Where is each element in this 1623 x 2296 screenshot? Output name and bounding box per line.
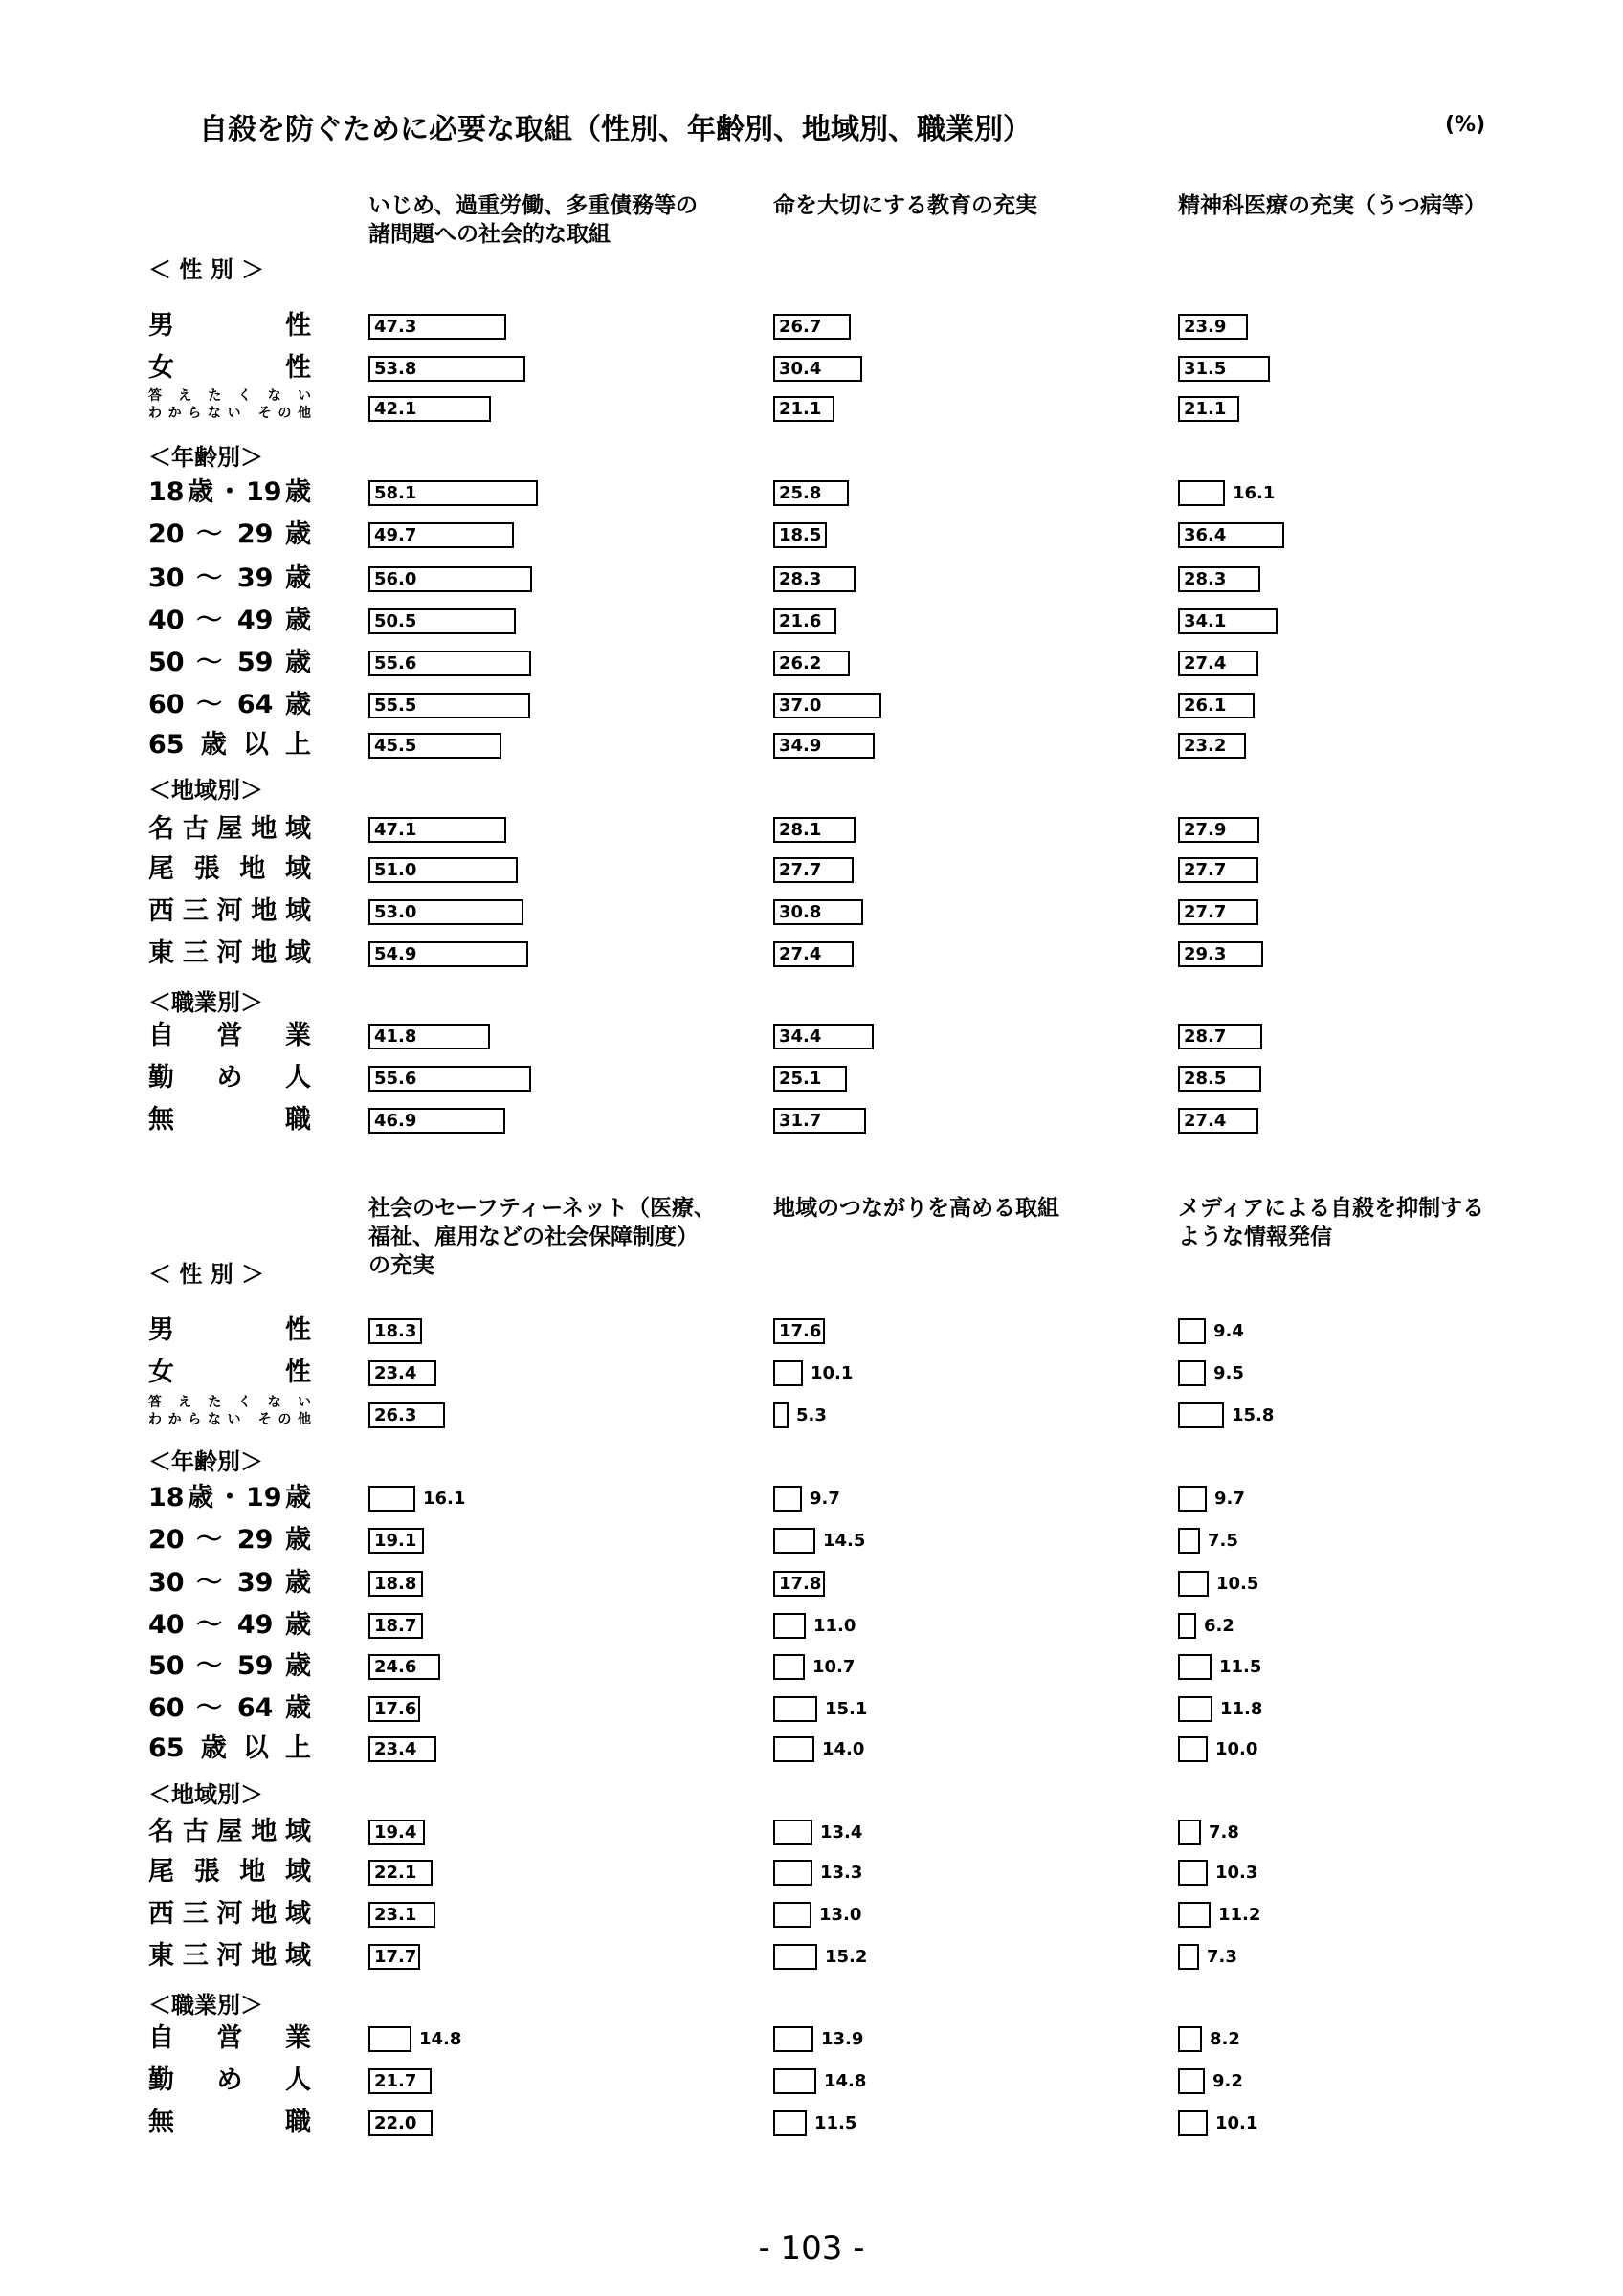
bar xyxy=(1178,1944,1199,1970)
bar-value-label: 5.3 xyxy=(796,1405,827,1425)
bar-value-label: 51.0 xyxy=(374,860,417,880)
bar-value-label: 17.7 xyxy=(374,1947,417,1967)
row-label: 18歳・19歳 xyxy=(148,477,311,507)
bar-value-label: 28.3 xyxy=(779,569,822,589)
bar-value-label: 28.1 xyxy=(779,820,822,840)
bar-value-label: 11.5 xyxy=(814,2113,857,2133)
bar-value-label: 21.7 xyxy=(374,2071,417,2091)
group-label-region: ＜地域別＞ xyxy=(148,777,263,804)
group-label-sex: ＜ 性 別 ＞ xyxy=(148,256,265,283)
bar-value-label: 21.1 xyxy=(779,399,822,419)
bar-value-label: 34.1 xyxy=(1184,611,1227,631)
bar-value-label: 26.3 xyxy=(374,1405,417,1425)
bar-value-label: 45.5 xyxy=(374,736,417,756)
bar xyxy=(1178,1902,1211,1928)
row-label: 名古屋地域 xyxy=(148,814,311,844)
bar-value-label: 23.1 xyxy=(374,1905,417,1925)
bar-value-label: 47.1 xyxy=(374,820,417,840)
bar xyxy=(773,1654,805,1680)
row-label: 答えたくない xyxy=(148,1395,311,1410)
bar xyxy=(773,1528,815,1554)
bar-value-label: 17.8 xyxy=(779,1574,822,1594)
row-label: 18歳・19歳 xyxy=(148,1483,311,1512)
bar-value-label: 29.3 xyxy=(1184,944,1227,964)
bar xyxy=(1178,2068,1205,2094)
bar-value-label: 15.2 xyxy=(825,1947,868,1967)
bar-value-label: 7.3 xyxy=(1207,1947,1237,1967)
bar-value-label: 18.5 xyxy=(779,525,822,545)
bar-value-label: 34.4 xyxy=(779,1027,822,1047)
bar-value-label: 53.8 xyxy=(374,359,417,379)
column-title: 社会のセーフティーネット（医療、 福祉、雇用などの社会保障制度） の充実 xyxy=(368,1196,716,1278)
group-label-job: ＜職業別＞ xyxy=(148,1992,263,2019)
bar-value-label: 9.7 xyxy=(1214,1489,1245,1509)
bar-value-label: 26.2 xyxy=(779,653,822,673)
row-label: 女 性 xyxy=(148,1358,311,1387)
row-label: 65歳以上 xyxy=(148,1733,311,1763)
row-label: 自営業 xyxy=(148,1021,311,1050)
row-label: 男 性 xyxy=(148,311,311,341)
bar-value-label: 31.5 xyxy=(1184,359,1227,379)
bar-value-label: 19.1 xyxy=(374,1531,417,1551)
bar-value-label: 30.8 xyxy=(779,902,822,922)
row-label: 40 ～ 49 歳 xyxy=(148,1610,311,1640)
bar xyxy=(773,1860,812,1886)
row-label: 50 ～ 59 歳 xyxy=(148,648,311,677)
bar-value-label: 11.8 xyxy=(1220,1699,1263,1719)
bar-value-label: 50.5 xyxy=(374,611,417,631)
row-label: 30 ～ 39 歳 xyxy=(148,563,311,593)
bar-value-label: 16.1 xyxy=(423,1489,466,1509)
row-label: 西三河地域 xyxy=(148,896,311,926)
bar xyxy=(1178,1486,1207,1512)
row-label: 西三河地域 xyxy=(148,1899,311,1929)
bar xyxy=(773,1902,812,1928)
bar-value-label: 13.4 xyxy=(820,1822,863,1843)
bar-value-label: 28.3 xyxy=(1184,569,1227,589)
bar-value-label: 27.4 xyxy=(1184,653,1227,673)
bar xyxy=(1178,1736,1208,1762)
row-label: 65歳以上 xyxy=(148,730,311,760)
bar xyxy=(368,2026,411,2052)
row-label-sub: わからない その他 xyxy=(148,406,311,421)
row-label: 自営業 xyxy=(148,2023,311,2053)
bar xyxy=(773,1820,812,1845)
bar-value-label: 15.8 xyxy=(1232,1405,1275,1425)
bar-value-label: 34.9 xyxy=(779,736,822,756)
bar-value-label: 31.7 xyxy=(779,1111,822,1131)
row-label: 勤め人 xyxy=(148,2065,311,2095)
row-label: 60 ～ 64 歳 xyxy=(148,1693,311,1723)
bar-value-label: 7.5 xyxy=(1208,1531,1238,1551)
bar-value-label: 9.2 xyxy=(1212,2071,1243,2091)
bar-value-label: 27.9 xyxy=(1184,820,1227,840)
bar xyxy=(773,1696,817,1722)
row-label: 女 性 xyxy=(148,353,311,383)
bar-value-label: 14.8 xyxy=(824,2071,867,2091)
bar-value-label: 8.2 xyxy=(1210,2029,1240,2049)
bar xyxy=(773,2068,816,2094)
bar xyxy=(1178,2026,1202,2052)
bar-value-label: 27.4 xyxy=(1184,1111,1227,1131)
bar-value-label: 11.2 xyxy=(1218,1905,1261,1925)
bar-value-label: 21.1 xyxy=(1184,399,1227,419)
bar-value-label: 24.6 xyxy=(374,1657,417,1677)
bar-value-label: 11.0 xyxy=(813,1616,856,1636)
column-title: 地域のつながりを高める取組 xyxy=(773,1196,1059,1221)
bar xyxy=(773,1613,806,1639)
bar-value-label: 9.4 xyxy=(1213,1321,1244,1341)
bar-value-label: 14.0 xyxy=(822,1739,865,1759)
bar-value-label: 23.2 xyxy=(1184,736,1227,756)
bar-value-label: 30.4 xyxy=(779,359,822,379)
bar-value-label: 41.8 xyxy=(374,1027,417,1047)
bar-value-label: 15.1 xyxy=(825,1699,868,1719)
bar-value-label: 27.7 xyxy=(1184,860,1227,880)
row-label: 東三河地域 xyxy=(148,938,311,968)
bar-value-label: 42.1 xyxy=(374,399,417,419)
bar-value-label: 27.7 xyxy=(1184,902,1227,922)
bar-value-label: 26.7 xyxy=(779,317,822,337)
row-label: 尾張地域 xyxy=(148,1857,311,1887)
bar xyxy=(1178,1696,1212,1722)
bar-value-label: 26.1 xyxy=(1184,695,1227,716)
bar-value-label: 18.8 xyxy=(374,1574,417,1594)
unit-label: (%) xyxy=(1445,113,1486,137)
row-label: 尾張地域 xyxy=(148,854,311,884)
bar-value-label: 13.0 xyxy=(819,1905,862,1925)
bar-value-label: 10.1 xyxy=(811,1363,854,1383)
column-title: 命を大切にする教育の充実 xyxy=(773,193,1037,218)
group-label-age: ＜年齢別＞ xyxy=(148,444,263,471)
bar-value-label: 21.6 xyxy=(779,611,822,631)
bar xyxy=(1178,2110,1208,2136)
bar-value-label: 46.9 xyxy=(374,1111,417,1131)
bar-value-label: 11.5 xyxy=(1219,1657,1262,1677)
bar-value-label: 9.5 xyxy=(1213,1363,1244,1383)
group-label-job: ＜職業別＞ xyxy=(148,989,263,1016)
bar-value-label: 28.7 xyxy=(1184,1027,1227,1047)
bar-value-label: 22.0 xyxy=(374,2113,417,2133)
bar xyxy=(1178,1528,1200,1554)
bar-value-label: 25.1 xyxy=(779,1069,822,1089)
bar-value-label: 14.5 xyxy=(823,1531,866,1551)
bar xyxy=(1178,1860,1208,1886)
bar-value-label: 25.8 xyxy=(779,483,822,503)
bar xyxy=(773,1944,817,1970)
row-label: 40 ～ 49 歳 xyxy=(148,606,311,635)
bar xyxy=(773,2110,807,2136)
bar-value-label: 54.9 xyxy=(374,944,417,964)
page-title: 自殺を防ぐために必要な取組（性別、年齢別、地域別、職業別） xyxy=(199,113,1032,146)
bar-value-label: 7.8 xyxy=(1209,1822,1239,1843)
bar-value-label: 58.1 xyxy=(374,483,417,503)
bar-value-label: 55.6 xyxy=(374,653,417,673)
bar-value-label: 28.5 xyxy=(1184,1069,1227,1089)
bar xyxy=(1178,1613,1196,1639)
bar xyxy=(773,1360,803,1386)
row-label: 男 性 xyxy=(148,1315,311,1345)
bar-value-label: 16.1 xyxy=(1233,483,1276,503)
bar-value-label: 49.7 xyxy=(374,525,417,545)
bar-value-label: 56.0 xyxy=(374,569,417,589)
bar xyxy=(1178,1402,1224,1428)
bar-value-label: 6.2 xyxy=(1204,1616,1234,1636)
bar-value-label: 17.6 xyxy=(374,1699,417,1719)
column-title: 精神科医療の充実（うつ病等） xyxy=(1178,193,1486,218)
row-label: 名古屋地域 xyxy=(148,1817,311,1846)
bar xyxy=(1178,1571,1209,1597)
page-number: - 103 - xyxy=(758,2229,865,2267)
bar-value-label: 10.0 xyxy=(1215,1739,1258,1759)
column-title: メディアによる自殺を抑制する ような情報発信 xyxy=(1178,1196,1485,1249)
group-label-region: ＜地域別＞ xyxy=(148,1781,263,1808)
bar-value-label: 22.1 xyxy=(374,1863,417,1883)
bar xyxy=(1178,1360,1206,1386)
bar-value-label: 10.3 xyxy=(1215,1863,1258,1883)
bar-value-label: 17.6 xyxy=(779,1321,822,1341)
row-label: 勤め人 xyxy=(148,1063,311,1093)
bar-value-label: 18.3 xyxy=(374,1321,417,1341)
bar xyxy=(773,1486,802,1512)
bar-value-label: 13.3 xyxy=(820,1863,863,1883)
column-title: いじめ、過重労働、多重債務等の 諸問題への社会的な取組 xyxy=(368,193,699,247)
bar-value-label: 18.7 xyxy=(374,1616,417,1636)
bar-value-label: 55.5 xyxy=(374,695,417,716)
bar-value-label: 53.0 xyxy=(374,902,417,922)
bar-value-label: 27.4 xyxy=(779,944,822,964)
bar-value-label: 14.8 xyxy=(419,2029,462,2049)
bar-value-label: 10.5 xyxy=(1216,1574,1259,1594)
bar xyxy=(773,2026,813,2052)
bar-value-label: 23.9 xyxy=(1184,317,1227,337)
row-label: 50 ～ 59 歳 xyxy=(148,1651,311,1681)
bar xyxy=(1178,1820,1201,1845)
bar-value-label: 37.0 xyxy=(779,695,822,716)
bar-value-label: 10.1 xyxy=(1215,2113,1258,2133)
bar-value-label: 36.4 xyxy=(1184,525,1227,545)
bar-value-label: 9.7 xyxy=(810,1489,840,1509)
bar-value-label: 27.7 xyxy=(779,860,822,880)
row-label: 答えたくない xyxy=(148,388,311,404)
bar-value-label: 23.4 xyxy=(374,1363,417,1383)
group-label-age: ＜年齢別＞ xyxy=(148,1448,263,1475)
row-label: 無 職 xyxy=(148,2108,311,2137)
bar-value-label: 19.4 xyxy=(374,1822,417,1843)
row-label: 東三河地域 xyxy=(148,1941,311,1971)
bar-value-label: 13.9 xyxy=(821,2029,864,2049)
bar-value-label: 23.4 xyxy=(374,1739,417,1759)
bar xyxy=(773,1402,789,1428)
bar-value-label: 10.7 xyxy=(812,1657,856,1677)
bar xyxy=(773,1736,814,1762)
group-label-sex: ＜ 性 別 ＞ xyxy=(148,1261,265,1288)
row-label: 無 職 xyxy=(148,1105,311,1135)
row-label-sub: わからない その他 xyxy=(148,1412,311,1427)
bar xyxy=(368,1486,415,1512)
row-label: 20 ～ 29 歳 xyxy=(148,519,311,549)
bar xyxy=(1178,1318,1206,1344)
row-label: 30 ～ 39 歳 xyxy=(148,1568,311,1598)
bar xyxy=(1178,1654,1212,1680)
row-label: 60 ～ 64 歳 xyxy=(148,690,311,719)
bar xyxy=(1178,480,1225,506)
row-label: 20 ～ 29 歳 xyxy=(148,1525,311,1555)
bar-value-label: 55.6 xyxy=(374,1069,417,1089)
bar-value-label: 47.3 xyxy=(374,317,417,337)
